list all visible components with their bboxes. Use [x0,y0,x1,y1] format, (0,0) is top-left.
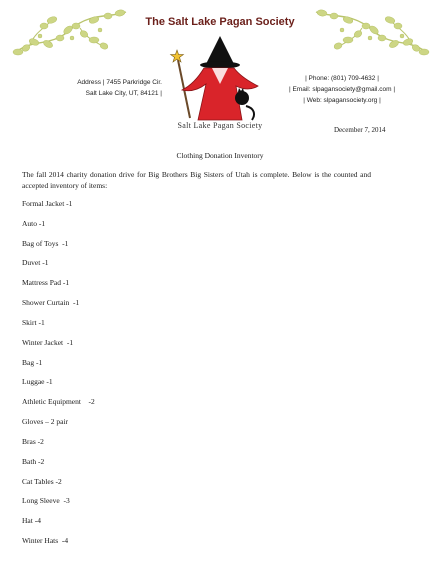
logo-caption: Salt Lake Pagan Society [177,121,263,130]
inventory-item: Skirt -1 [22,317,45,327]
address-line: Address | 7455 Parkridge Cir. [77,79,162,86]
organization-name: The Salt Lake Pagan Society [145,16,295,28]
inventory-item: Bras -2 [22,436,44,446]
wizard-logo [168,34,272,122]
inventory-item: Mattress Pad -1 [22,278,70,288]
document-date: December 7, 2014 [334,126,386,134]
inventory-item: Formal Jacket -1 [22,199,73,208]
address-block [40,77,162,99]
inventory-item: Winter Jacket -1 [22,337,74,347]
inventory-item: Long Sleeve -3 [22,496,70,506]
contact-block [272,73,412,106]
inventory-item: Athletic Equipment -2 [22,397,95,407]
inventory-item: Bag of Toys -1 [22,238,69,248]
inventory-item: Shower Curtain -1 [22,298,80,308]
inventory-item: Winter Hats -4 [22,536,69,546]
inventory-item: Bag -1 [22,357,43,367]
web-line: | Web: slpagansociety.org | [303,97,381,104]
inventory-item: Duvet -1 [22,258,49,268]
inventory-item: Bath -2 [22,456,45,466]
intro-paragraph: The fall 2014 charity donation drive for Big Brothers Big Sisters of Utah is complete. Below is the counted and accepted inventory of items: [22,170,371,190]
address-line: Salt Lake City, UT, 84121 | [85,90,162,97]
inventory-item: Auto -1 [22,218,46,228]
document-title: Clothing Donation Inventory [176,151,264,160]
inventory-list [22,198,95,555]
inventory-item: Hat -4 [22,516,41,526]
inventory-item: Luggae -1 [22,377,53,387]
inventory-item: Gloves – 2 pair [22,417,69,427]
email-line: | Email: slpagansociety@gmail.com | [288,86,396,93]
phone-line: | Phone: (801) 709-4632 | [305,75,379,82]
inventory-item: Cat Tables -2 [22,476,62,486]
